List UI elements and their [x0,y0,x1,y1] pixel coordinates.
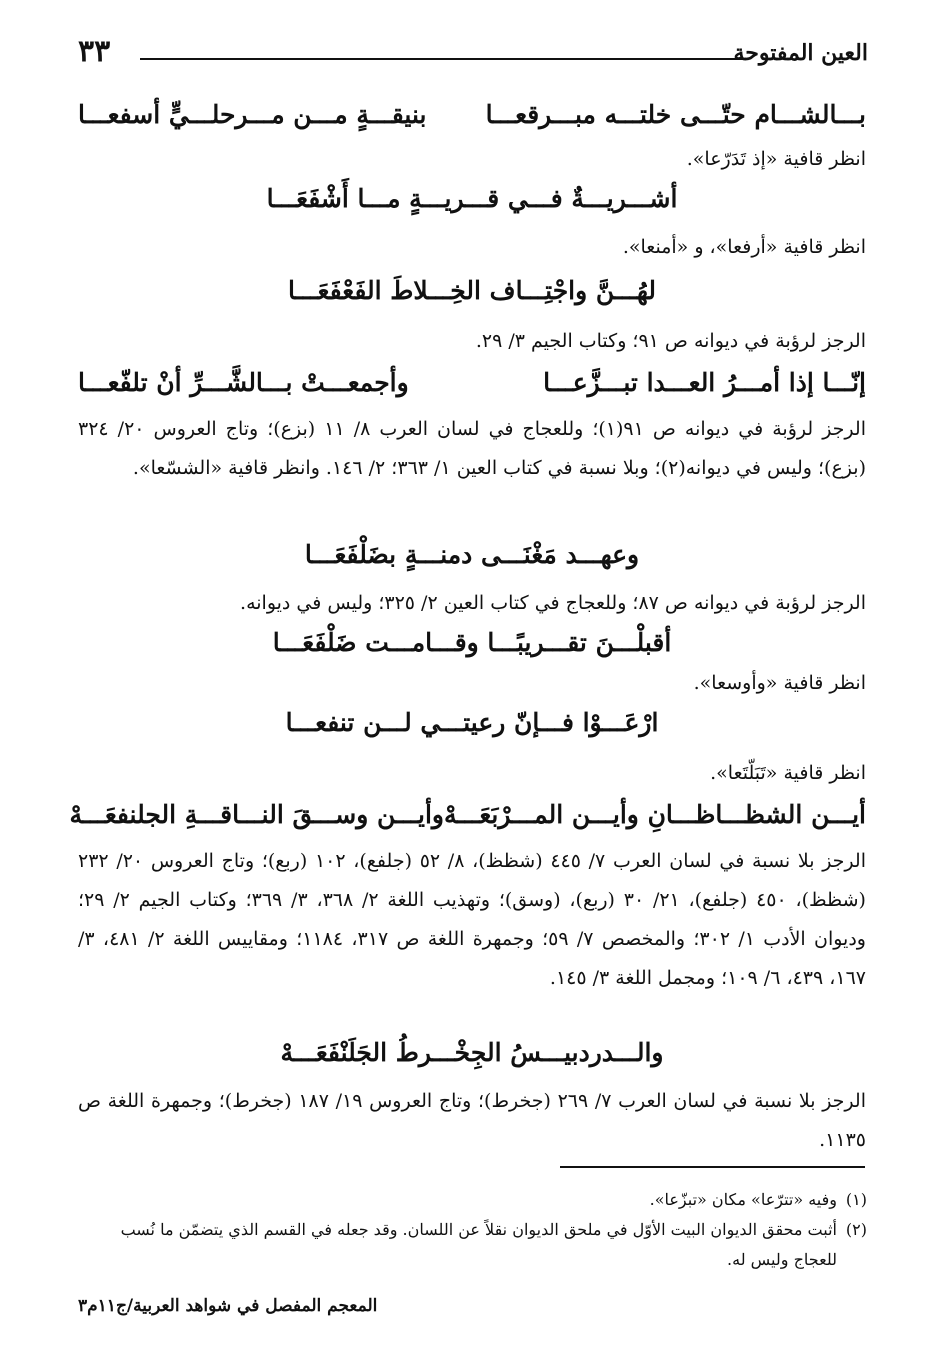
volume-reference: المعجم المفصل في شواهد العربية/ج١١م٣ [78,1296,378,1316]
verse-hemistich-left: بنيقـــةٍ مـــن مـــرحلـــيٍّ أسفعـــا [78,100,427,129]
citation-note: الرجز لرؤبة في ديوانه ص ٨٧؛ وللعجاج في كتاب العين ٢/ ٣٢٥؛ وليس في ديوانه. [240,592,866,614]
footnote-separator [560,1166,865,1168]
verse-line: أشـــريـــةٌ فـــي قـــريـــةٍ مـــا أَشْفَعَـــا [266,184,678,213]
verse-line: والـــدردبيـــسُ الجِخْـــرطُ الجَلَنْفَعَـــهْ [280,1038,664,1067]
verse-line: ارْعَـــوْا فـــإنّ رعيتـــي لـــن تنفعـــا [285,708,659,737]
verse-hemistich-left: وأيـــن وســـقَ النـــاقـــةِ الجلنفعَـــهْ [69,800,444,829]
citation-paragraph: الرجز بلا نسبة في لسان العرب ٧/ ٢٦٩ (جخرط)؛ وتاج العروس ١٩/ ١٨٧ (جخرط)؛ وجمهرة اللغة ص ١١٣٥. [78,1090,866,1151]
page-number: ٣٣ [78,34,111,69]
cross-reference-note: انظر قافية «أرفعا»، و «أمنعا». [622,236,866,258]
verse-line [69,800,866,829]
verse-hemistich-right: أيـــن الشظـــاظـــانِ وأيـــن المـــرْبَعَـــهْ [444,800,866,829]
header-rule [140,58,748,60]
citation-paragraph: الرجز لرؤبة في ديوانه ص ٩١(١)؛ وللعجاج في لسان العرب ٨/ ١١ (بزع)؛ وتاج العروس ٢٠/ ٣٢٤ (بزع)؛ وليس في ديوانه(٢)؛ وبلا نسبة في كتاب العين ١/ ٣٦٣؛ ٢/ ١٤٦. وانظر قافية «الشسّعا». [78,418,866,479]
verse-line [78,368,866,397]
verse-hemistich-right: بـــالشـــام حتّـــى خلتـــه مبـــرقعـــا [485,100,866,129]
verse-line: وعهـــد مَغْنَـــى دمنـــةٍ بضَلْفَعَـــا [304,540,640,569]
cross-reference-note: انظر قافية «تَبَلّتَعا». [710,762,866,784]
running-title: العين المفتوحة [733,40,868,66]
footnote-text: وفيه «تترّعا» مكان «تبزّعا». [649,1190,837,1209]
verse-line: أقبلْـــنَ تقـــريبًـــا وقـــامـــت ضَلْفَعَـــا [272,628,672,657]
citation-paragraph: الرجز بلا نسبة في لسان العرب ٧/ ٤٤٥ (شظظ)، ٨/ ٥٢ (جلفع)، ١٠٢ (ربع)؛ وتاج العروس ٢٠/ ٢٣٢ (شظظ)، ٤٥٠ (جلفع)، ٢١/ ٣٠ (ربع)، (وسق)؛ وتهذيب اللغة ٢/ ٣٦٨، ٣/ ٣٦٩؛ وكتاب الجيم ٢/ ٢٩؛ وديوان الأدب ١/ ٣٠٢؛ والمخصص ٧/ ٥٩؛ وجمهرة اللغة ص ٣١٧، ١١٨٤؛ ومقاييس اللغة ٢/ ٤٨١، ٣/ ١٦٧، ٤٣٩، ٦/ ١٠٩؛ ومجمل اللغة ٣/ ١٤٥. [78,850,866,989]
footnote-text: أثبت محقق الديوان البيت الأوّل في ملحق الديوان نقلاً عن اللسان. وقد جعله في القسم الذي يتضمّن ما نُسب للعجاج وليس له. [120,1220,837,1269]
verse-line: لهُـــنَّ واجْتِـــاف الخِـــلاطَ الفَعْفَعَـــا [287,276,657,305]
cross-reference-note: انظر قافية «وأوسعا». [693,672,866,694]
citation-note: الرجز لرؤبة في ديوانه ص ٩١؛ وكتاب الجيم ٣/ ٢٩. [475,330,866,352]
page-header [78,34,868,70]
cross-reference-note: انظر قافية «إذ تَدَرّعا». [686,148,866,170]
footnote [75,1215,867,1275]
footnote-number: (١) [845,1190,867,1209]
footnote [75,1185,867,1215]
verse-line [78,100,866,129]
footnotes [75,1185,867,1275]
verse-hemistich-left: وأجمعـــتْ بـــالشَّـــرِّ أنْ تلفّعـــا [78,368,409,397]
footnote-number: (٢) [845,1220,867,1239]
verse-hemistich-right: إنّـــا إذا أمـــرُ العـــدا تبـــزَّعـــا [543,368,866,397]
